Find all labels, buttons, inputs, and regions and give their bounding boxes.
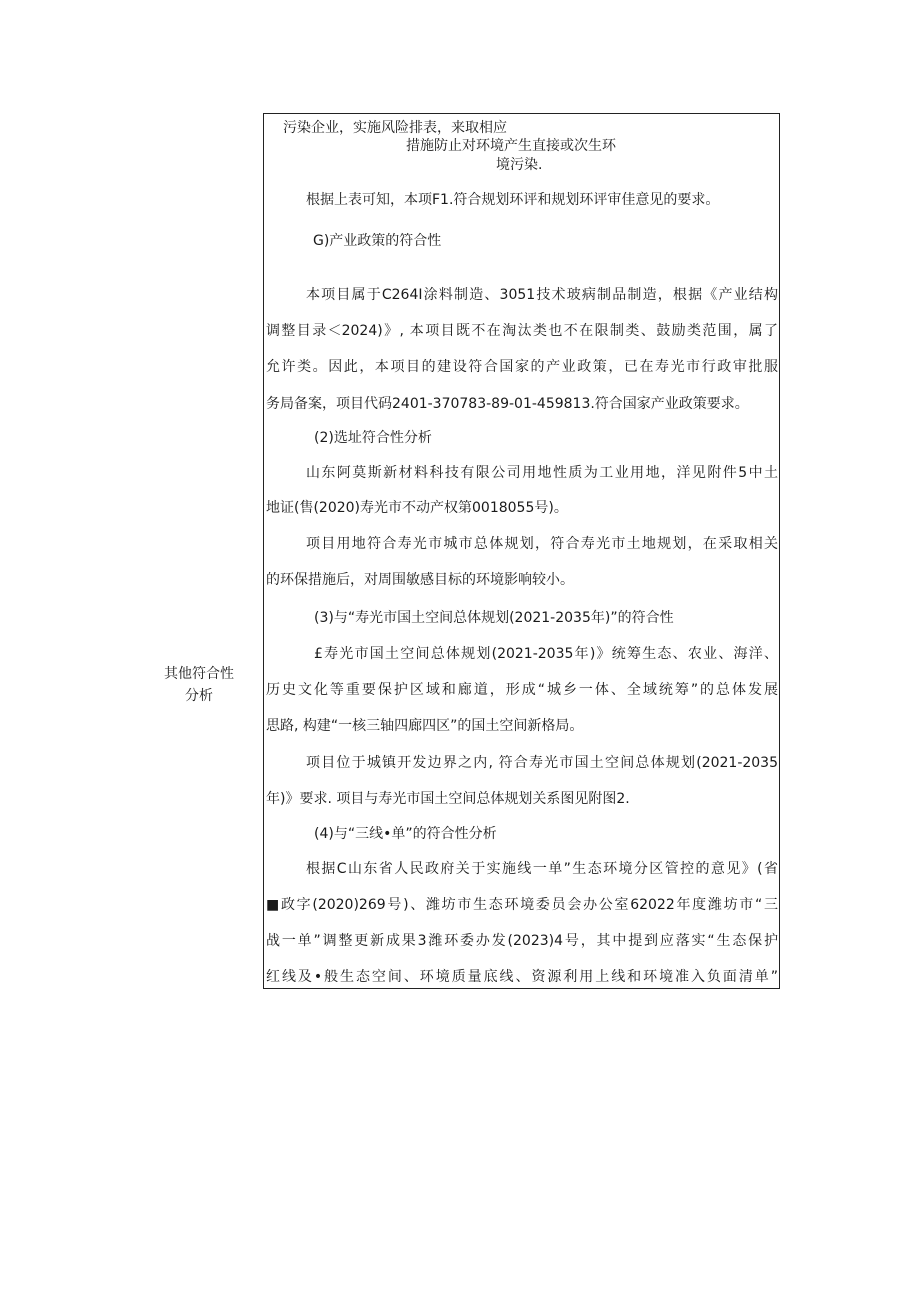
three-lines-line-1: 根据C山东省人民政府关于实施线一单”生态环境分区管控的意见》(省	[306, 861, 778, 877]
site-line-2: 地证(售(2020)寿光市不动产权第0018055号)。	[266, 500, 568, 516]
spatial-plan-compliance-line-1: 项目位于城镇开发边界之内, 符合寿光市国土空间总体规划(2021-2035	[306, 755, 778, 771]
site-line-1: 山东阿莫斯新材料科技有限公司用地性质为工业用地，洋见附件5中土	[306, 465, 778, 481]
three-lines-line-4: 红线及•般生态空间、环境质量底线、资源利用上线和环境准入负面清单”	[266, 969, 778, 985]
three-lines-line-2: ■政字(2020)269号)、潍坊市生态环境委员会办公室62022年度潍坊市“三	[266, 897, 778, 913]
row-label-line2: 分析	[185, 688, 213, 704]
row-label-line1: 其他符合性	[164, 666, 234, 682]
industry-line-1: 本项目属于C264I涂料制造、3051技术玻病制品制造，根据《产业结构	[306, 287, 778, 303]
fragment-line-3: 境污染.	[496, 157, 543, 173]
spatial-plan-compliance-line-2: 年)》要求. 项目与寿光市国土空间总体规划关系图见附图2.	[266, 791, 630, 807]
industry-line-3: 允许类。因此，本项目的建设符合国家的产业政策，已在寿光市行政审批服	[266, 359, 778, 375]
fragment-line-1: 污染企业，实施风险排表，来取相应	[283, 120, 507, 136]
row-label	[145, 663, 253, 707]
land-use-line-1: 项目用地符合寿光市城市总体规划，符合寿光市土地规划，在采取相关	[306, 536, 778, 552]
paragraph-planning-conclusion: 根据上表可知，本项F1.符合规划环评和规划环评审佳意见的要求。	[306, 192, 720, 208]
land-use-line-2: 的环保措施后，对周围敏感目标的环境影响较小。	[266, 572, 574, 588]
three-lines-line-3: 战一单”调整更新成果3潍环委办发(2023)4号，其中提到应落实“生态保护	[266, 933, 778, 949]
heading-site-selection: (2)选址符合性分析	[314, 430, 432, 446]
spatial-plan-line-1: £寿光市国土空间总体规划(2021-2035年)》统筹生态、农业、海洋、	[314, 646, 778, 662]
industry-line-4: 务局备案，项目代码2401-370783-89-01-459813.符合国家产业政策要求。	[266, 396, 749, 412]
spatial-plan-line-2: 历史文化等重要保护区域和廊道，形成“城乡一体、全域统筹”的总体发展	[266, 682, 778, 698]
heading-spatial-plan: (3)与“寿光市国土空间总体规划(2021-2035年)”的符合性	[314, 610, 674, 626]
spatial-plan-line-3: 思路, 构建“一核三轴四廊四区”的国土空间新格局。	[266, 718, 584, 734]
industry-line-2: 调整目录＜2024)》, 本项目既不在淘汰类也不在限制类、鼓励类范围，属了	[266, 323, 778, 339]
heading-industry-policy: G)产业政策的符合性	[313, 233, 442, 249]
fragment-line-2: 措施防止对环境产生直接或次生环	[406, 138, 616, 154]
heading-three-lines: (4)与“三线•单”的符合性分析	[314, 826, 497, 842]
